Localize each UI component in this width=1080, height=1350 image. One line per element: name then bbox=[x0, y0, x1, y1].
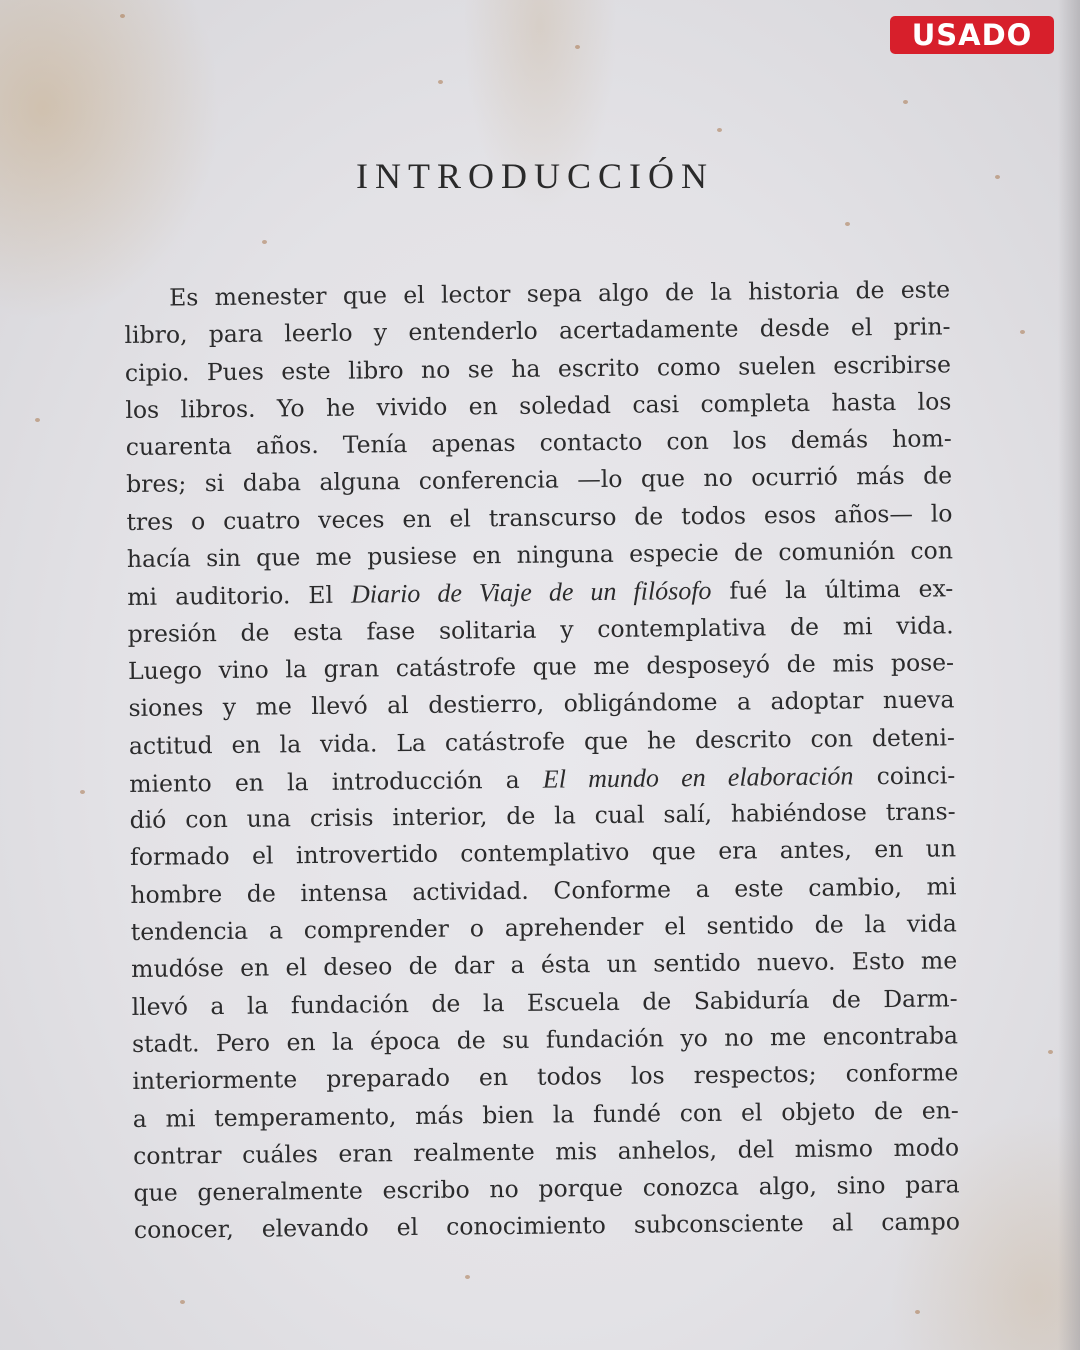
text-line: contrar cuáles eran realmente mis anhelos, del mismo modo bbox=[133, 1133, 960, 1170]
foxing-spot bbox=[120, 14, 125, 18]
text-line: dió con una crisis interior, de la cual salí, habiéndose trans- bbox=[129, 797, 956, 835]
body-paragraph bbox=[124, 271, 960, 1249]
italic-book-title: El mundo en elaboración bbox=[542, 761, 854, 794]
text-line: formado el introvertido contemplativo que era antes, en un bbox=[129, 834, 957, 872]
text-line: interiormente preparado en todos los respectos; conforme bbox=[132, 1058, 959, 1096]
text-line: libro, para leerlo y entenderlo acertadamente desde el prin- bbox=[124, 312, 951, 350]
foxing-spot bbox=[717, 128, 722, 132]
text-line: a mi temperamento, más bien la fundé con el objeto de en- bbox=[132, 1095, 959, 1133]
text-line: cipio. Pues este libro no se ha escrito como suelen escribirse bbox=[124, 349, 952, 387]
condition-badge: USADO bbox=[890, 16, 1054, 54]
text-line: llevó a la fundación de la Escuela de Sabiduría de Darm- bbox=[131, 983, 958, 1021]
text-run: miento en la introducción a bbox=[129, 765, 543, 798]
italic-book-title: Diario de Viaje de un filósofo bbox=[350, 576, 712, 610]
text-line: tendencia a comprender o aprehender el sentido de la vida bbox=[130, 909, 957, 947]
text-run: fué la última ex- bbox=[711, 574, 954, 606]
text-line: presión de esta fase solitaria y contemplativa de mi vida. bbox=[127, 611, 954, 648]
text-line: hacía sin que me pusiese en ninguna especie de comunión con bbox=[126, 536, 954, 574]
foxing-spot bbox=[1048, 1050, 1053, 1054]
text-line: Luego vino la gran catástrofe que me desposeyó de mis pose- bbox=[127, 648, 955, 685]
text-line: actitud en la vida. La catástrofe que he descrito con deteni- bbox=[128, 722, 955, 760]
foxing-spot bbox=[438, 80, 443, 84]
foxing-spot bbox=[845, 222, 850, 226]
text-line: Es menester que el lector sepa algo de la historia de este bbox=[169, 275, 951, 312]
text-line: mudóse en el deseo de dar a ésta un sentido nuevo. Esto me bbox=[131, 946, 958, 984]
chapter-heading: INTRODUCCIÓN bbox=[356, 156, 714, 196]
text-run: mi auditorio. El bbox=[127, 581, 352, 612]
foxing-spot bbox=[575, 45, 580, 49]
foxing-spot bbox=[465, 1275, 470, 1279]
text-line: que generalmente escribo no porque conozca algo, sino para bbox=[133, 1170, 960, 1208]
foxing-spot bbox=[915, 1310, 920, 1314]
text-line: bres; si daba alguna conferencia —lo que no ocurrió más de bbox=[125, 461, 953, 499]
text-line: stadt. Pero en la época de su fundación yo no me encontraba bbox=[131, 1021, 959, 1058]
foxing-spot bbox=[180, 1300, 185, 1304]
foxing-spot bbox=[35, 418, 40, 422]
text-line: hombre de intensa actividad. Conforme a este cambio, mi bbox=[130, 872, 957, 909]
text-line: conocer, elevando el conocimiento subconsciente al campo bbox=[133, 1207, 961, 1245]
foxing-spot bbox=[1020, 330, 1025, 334]
text-line: cuarenta años. Tenía apenas contacto con los demás hom- bbox=[125, 424, 952, 462]
text-line: los libros. Yo he vivido en soledad casi completa hasta los bbox=[125, 387, 952, 424]
text-line: tres o cuatro veces en el transcurso de todos esos años— lo bbox=[126, 499, 953, 536]
text-line: siones y me llevó al destierro, obligándome a adoptar nueva bbox=[128, 685, 955, 723]
text-run: coinci- bbox=[853, 761, 956, 791]
foxing-spot bbox=[903, 100, 908, 104]
foxing-spot bbox=[80, 790, 85, 794]
foxing-spot bbox=[262, 240, 267, 244]
